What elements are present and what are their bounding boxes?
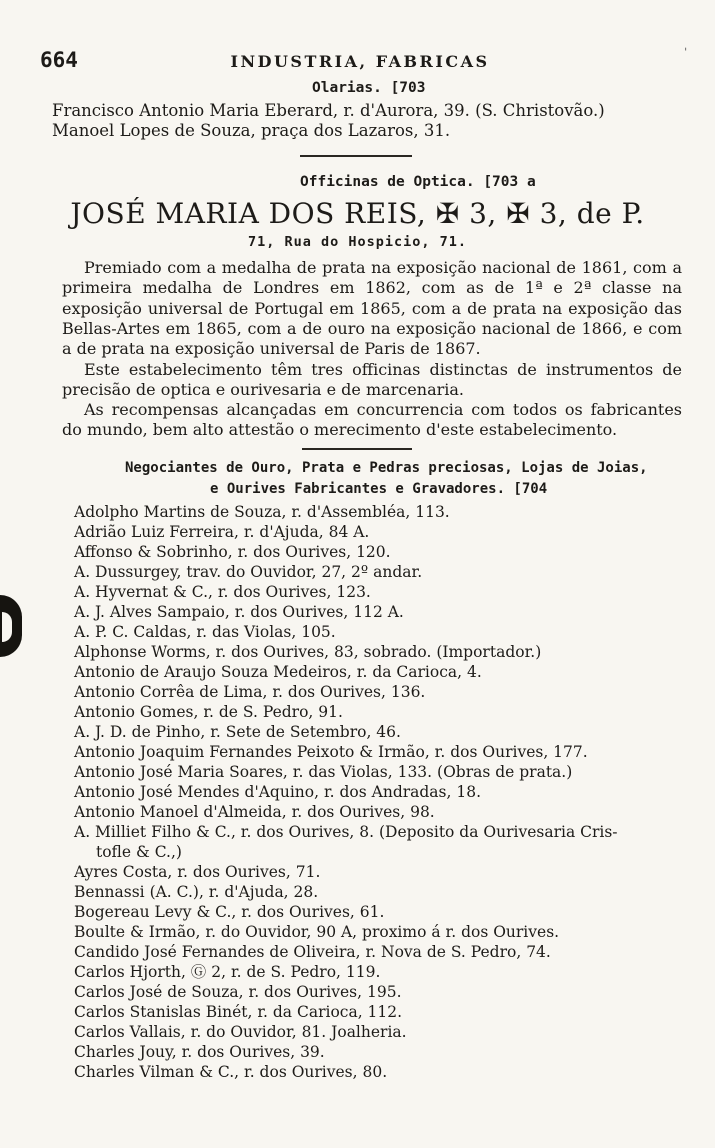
list-item: Antonio Joaquim Fernandes Peixoto & Irmão, r. dos Ourives, 177. — [74, 743, 588, 761]
list-item: Adrião Luiz Ferreira, r. d'Ajuda, 84 A. — [74, 523, 370, 541]
list-item: Francisco Antonio Maria Eberard, r. d'Aurora, 39. (S. Christovão.) — [52, 101, 605, 120]
list-item: A. P. C. Caldas, r. das Violas, 105. — [74, 623, 336, 641]
list-item: Boulte & Irmão, r. do Ouvidor, 90 A, proximo á r. dos Ourives. — [74, 923, 560, 941]
list-item: Bogereau Levy & C., r. dos Ourives, 61. — [74, 903, 385, 921]
list-item: Carlos Stanislas Binét, r. da Carioca, 112. — [74, 1003, 403, 1021]
advert-paragraph: As recompensas alcançadas em concurrencia com todos os fabricantes do mundo, bem alto attestão o merecimento d'este estabelecimento. — [62, 400, 682, 440]
list-item: Antonio José Maria Soares, r. das Violas, 133. (Obras de prata.) — [74, 763, 573, 781]
advert-paragraph: Premiado com a medalha de prata na exposição nacional de 1861, com a primeira medalha de Londres em 1862, com as de 1ª e 2ª classe na exposição universal de Portugal em 1865, com a de prata na exposição das Bellas-Artes em 1865, com a de ouro na exposição nacional de 1866, e com a de prata na exposição universal de Paris de 1867. — [62, 258, 682, 359]
list-item: Antonio Corrêa de Lima, r. dos Ourives, 136. — [74, 683, 426, 701]
section-heading-negociantes-line2: e Ourives Fabricantes e Gravadores. [704 — [210, 481, 548, 497]
list-item: A. J. Alves Sampaio, r. dos Ourives, 112 A. — [74, 603, 404, 621]
running-head: INDUSTRIA, FABRICAS — [230, 52, 490, 71]
section-heading-opticas: Officinas de Optica. [703 a — [300, 174, 536, 190]
list-item: Bennassi (A. C.), r. d'Ajuda, 28. — [74, 883, 319, 901]
section-divider — [300, 155, 412, 157]
list-item: A. J. D. de Pinho, r. Sete de Setembro, 46. — [74, 723, 401, 741]
list-item: Candido José Fernandes de Oliveira, r. Nova de S. Pedro, 74. — [74, 943, 551, 961]
list-item-continuation: tofle & C.,) — [96, 843, 182, 861]
list-item: A. Hyvernat & C., r. dos Ourives, 123. — [74, 583, 371, 601]
margin-speck: ˈ — [684, 46, 688, 60]
list-item: Carlos Hjorth, Ⓖ 2, r. de S. Pedro, 119. — [74, 963, 381, 981]
section-heading-olarias: Olarias. [703 — [312, 80, 426, 96]
list-item: Antonio Gomes, r. de S. Pedro, 91. — [74, 703, 343, 721]
list-item: A. Dussurgey, trav. do Ouvidor, 27, 2º andar. — [74, 563, 423, 581]
list-item: Charles Vilman & C., r. dos Ourives, 80. — [74, 1063, 388, 1081]
list-item: Antonio Manoel d'Almeida, r. dos Ourives, 98. — [74, 803, 435, 821]
list-item: Adolpho Martins de Souza, r. d'Assembléa, 113. — [74, 503, 450, 521]
section-divider — [302, 448, 412, 450]
list-item: Antonio de Araujo Souza Medeiros, r. da Carioca, 4. — [74, 663, 482, 681]
section-heading-negociantes-line1: Negociantes de Ouro, Prata e Pedras preciosas, Lojas de Joias, — [125, 460, 648, 476]
list-item: Carlos Vallais, r. do Ouvidor, 81. Joalheria. — [74, 1023, 407, 1041]
page-number: 664 — [40, 48, 78, 72]
advert-address: 71, Rua do Hospicio, 71. — [247, 234, 468, 250]
advert-paragraph: Este estabelecimento têm tres officinas distinctas de instrumentos de precisão de optica e ourivesaria e de marcenaria. — [62, 360, 682, 400]
list-item: Alphonse Worms, r. dos Ourives, 83, sobrado. (Importador.) — [74, 643, 542, 661]
page-header — [40, 48, 680, 72]
list-item: Manoel Lopes de Souza, praça dos Lazaros, 31. — [52, 121, 451, 140]
list-item: Affonso & Sobrinho, r. dos Ourives, 120. — [74, 543, 391, 561]
advert-title: JOSÉ MARIA DOS REIS, ✠ 3, ✠ 3, de P. — [70, 197, 645, 230]
list-item: Carlos José de Souza, r. dos Ourives, 195. — [74, 983, 402, 1001]
list-item: Charles Jouy, r. dos Ourives, 39. — [74, 1043, 325, 1061]
list-item: A. Milliet Filho & C., r. dos Ourives, 8. (Deposito da Ourivesaria Cris- — [74, 823, 618, 841]
list-item: Ayres Costa, r. dos Ourives, 71. — [74, 863, 321, 881]
list-item: Antonio José Mendes d'Aquino, r. dos Andradas, 18. — [74, 783, 482, 801]
